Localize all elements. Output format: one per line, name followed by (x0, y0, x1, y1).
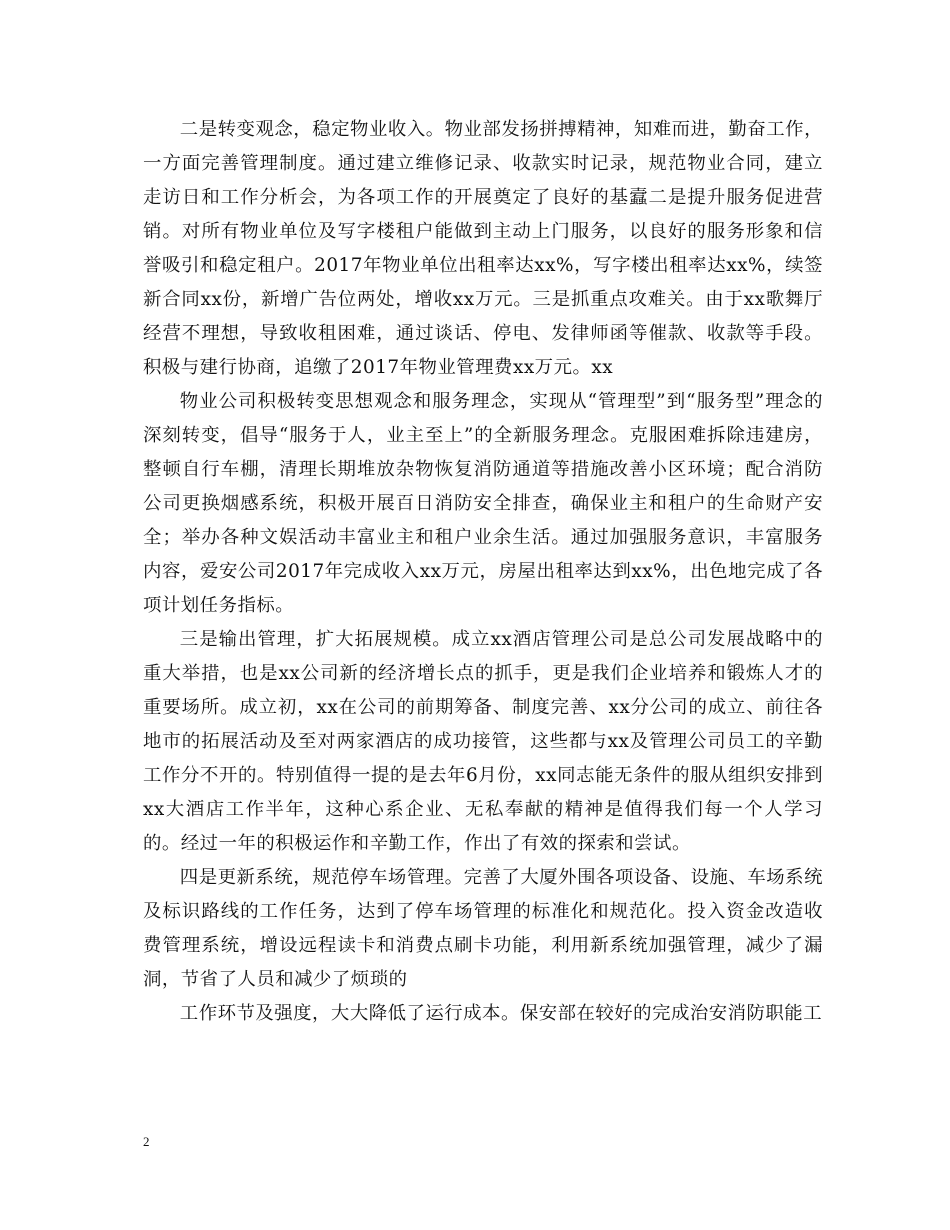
paragraph-service-concept: 物业公司积极转变思想观念和服务理念，实现从“管理型”到“服务型”理念的深刻转变，倡导“服务于人，业主至上”的全新服务理念。克服困难拆除违建房，整顿自行车棚，清理长期堆放杂物恢复消防通道等措施改善小区环境；配合消防公司更换烟感系统，积极开展百日消防安全排查，确保业主和租户的生命财产安全；举办各种文娱活动丰富业主和租户业余生活。通过加强服务意识，丰富服务内容，爱安公司2017年完成收入xx万元，房屋出租率达到xx%，出色地完成了各项计划任务指标。 (143, 391, 823, 616)
paragraph-work-efficiency: 工作环节及强度，大大降低了运行成本。保安部在较好的完成治安消防职能工 (179, 1003, 823, 1024)
paragraph-output-management: 三是输出管理，扩大拓展规模。成立xx酒店管理公司是总公司发展战略中的重大举措，也是xx公司新的经济增长点的抓手，更是我们企业培养和锻炼人才的重要场所。成立初，xx在公司的前期筹备、制度完善、xx分公司的成立、前往各地市的拓展活动及至对两家酒店的成功接管，这些都与xx及管理公司员工的辛勤工作分不开的。特别值得一提的是去年6月份，xx同志能无条件的服从组织安排到xx大酒店工作半年，这种心系企业、无私奉献的精神是值得我们每一个人学习的。经过一年的积极运作和辛勤工作，作出了有效的探索和尝试。 (143, 629, 823, 854)
paragraph-parking-system: 四是更新系统，规范停车场管理。完善了大厦外围各项设备、设施、车场系统及标识路线的工作任务，达到了停车场管理的标准化和规范化。投入资金改造收费管理系统，增设远程读卡和消费点刷卡功能，利用新系统加强管理，减少了漏洞，节省了人员和减少了烦琐的 (143, 867, 823, 990)
page-number: 2 (143, 1134, 150, 1149)
document-body (143, 113, 823, 1031)
paragraph-property-income: 二是转变观念，稳定物业收入。物业部发扬拼搏精神，知难而进，勤奋工作，一方面完善管理制度。通过建立维修记录、收款实时记录，规范物业合同，建立走访日和工作分析会，为各项工作的开展奠定了良好的基蠧二是提升服务促进营销。对所有物业单位及写字楼租户能做到主动上门服务，以良好的服务形象和信誉吸引和稳定租户。2017年物业单位出租率达xx%，写字楼出租率达xx%，续签新合同xx份，新增广告位两处，增收xx万元。三是抓重点攻难关。由于xx歌舞厅经营不理想，导致收租困难，通过谈话、停电、发律师函等催款、收款等手段。积极与建行协商，追缴了2017年物业管理费xx万元。xx (143, 119, 823, 378)
